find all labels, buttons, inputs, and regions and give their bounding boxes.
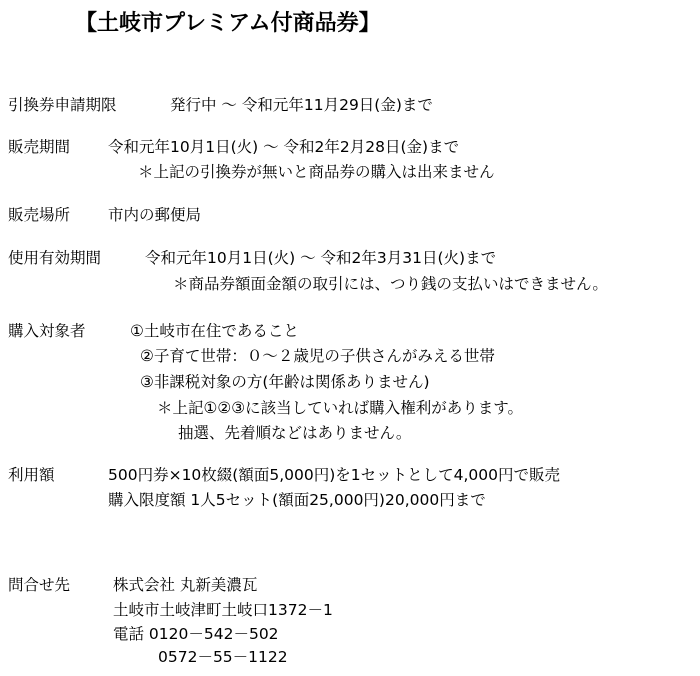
inquiry-label: 問合せ先 (8, 576, 71, 594)
amount-value: 500円券×10枚綴(額面5,000円)を1セットとして4,000円で販売 (108, 466, 560, 484)
inquiry-phone-2: 0572－55－1122 (158, 648, 288, 666)
sales-period-label: 販売期間 (8, 138, 71, 156)
validity-period-label: 使用有効期間 (8, 249, 102, 267)
validity-period-value: 令和元年10月1日(火) ～ 令和2年3月31日(火)まで (145, 249, 497, 267)
voucher-application-label: 引換券申請期限 (8, 96, 117, 114)
sales-location-label: 販売場所 (8, 206, 71, 224)
eligibility-item: ①土岐市在住であること (130, 322, 299, 340)
eligibility-label: 購入対象者 (8, 322, 86, 340)
voucher-application-value: 発行中 ～ 令和元年11月29日(金)まで (170, 96, 433, 114)
sales-period-note: ＊上記の引換券が無いと商品券の購入は出来ません (138, 163, 495, 181)
eligibility-item: ②子育て世帯：０～２歳児の子供さんがみえる世帯 (140, 347, 495, 365)
sales-period-value: 令和元年10月1日(火) ～ 令和2年2月28日(金)まで (108, 138, 460, 156)
inquiry-company: 株式会社 丸新美濃瓦 (113, 576, 258, 594)
amount-label: 利用額 (8, 466, 55, 484)
eligibility-note-2: 抽選、先着順などはありません。 (178, 424, 412, 442)
inquiry-phone: 電話 0120－542－502 (113, 625, 279, 643)
validity-period-note: ＊商品券額面金額の取引には、つり銭の支払いはできません。 (173, 275, 608, 293)
purchase-limit: 購入限度額 1人5セット(額面25,000円)20,000円まで (108, 491, 486, 509)
sales-location-value: 市内の郵便局 (108, 206, 202, 224)
eligibility-item: ③非課税対象の方(年齢は関係ありません) (140, 373, 430, 391)
inquiry-address: 土岐市土岐津町土岐口1372－1 (113, 601, 333, 619)
page-title: 【土岐市プレミアム付商品券】 (75, 11, 381, 36)
eligibility-note: ＊上記①②③に該当していれば購入権利があります。 (157, 399, 523, 417)
